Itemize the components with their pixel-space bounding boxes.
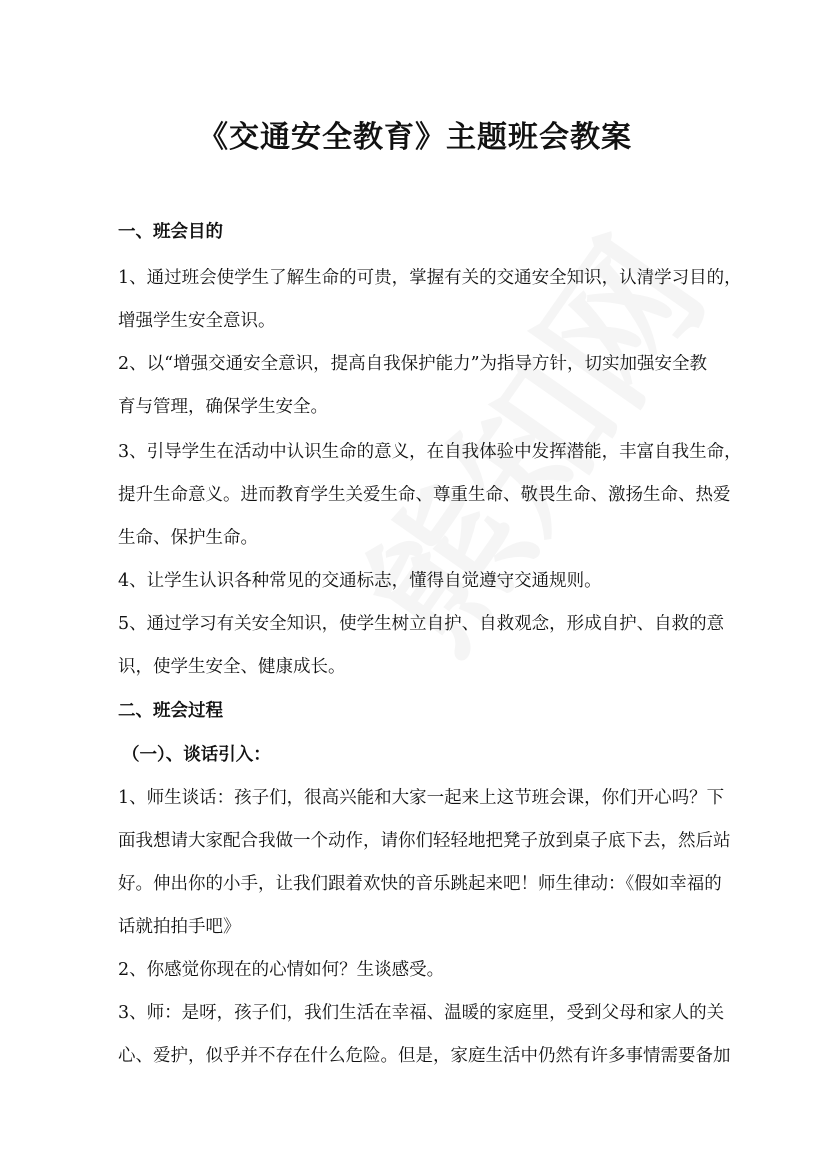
section-heading: 二、班会过程 [118,701,223,721]
text-line: 1、通过班会使学生了解生命的可贵，掌握有关的交通安全知识，认清学习目的， [118,268,742,288]
text-line: 2、你感觉你现在的心情如何？生谈感受。 [118,960,445,980]
text-line: 5、通过学习有关安全知识，使学生树立自护、自救观念，形成自护、自救的意 [118,614,725,634]
text-line: 好。伸出你的小手，让我们跟着欢快的音乐跳起来吧！师生律动：《假如幸福的 [118,874,722,894]
text-line: 心、爱护，似乎并不存在什么危险。但是，家庭生活中仍然有许多事情需要备加 [118,1046,731,1066]
text-line: 1、师生谈话：孩子们，很高兴能和大家一起来上这节班会课，你们开心吗？下 [118,788,725,808]
text-line: 2、以“增强交通安全意识，提高自我保护能力”为指导方针，切实加强安全教 [118,354,708,374]
section-heading: 一、班会目的 [118,222,223,242]
section-heading: （一）、谈话引入： [122,745,271,765]
text-line: 生命、保护生命。 [118,528,258,548]
text-line: 话就拍拍手吧》 [118,917,241,937]
text-line: 3、引导学生在活动中认识生命的意义，在自我体验中发挥潜能，丰富自我生命， [118,442,742,462]
text-line: 面我想请大家配合我做一个动作，请你们轻轻地把凳子放到桌子底下去，然后站 [118,831,731,851]
text-line: 增强学生安全意识。 [118,311,276,331]
document-title: 《交通安全教育》主题班会教案 [198,120,632,155]
text-line: 识，使学生安全、健康成长。 [118,657,346,677]
text-line: 育与管理，确保学生安全。 [118,397,328,417]
text-line: 4、让学生认识各种常见的交通标志，懂得自觉遵守交通规则。 [118,571,602,591]
text-line: 3、师：是呀，孩子们，我们生活在幸福、温暖的家庭里，受到父母和家人的关 [118,1003,725,1023]
text-line: 提升生命意义。进而教育学生关爱生命、尊重生命、敬畏生命、激扬生命、热爱 [118,485,731,505]
